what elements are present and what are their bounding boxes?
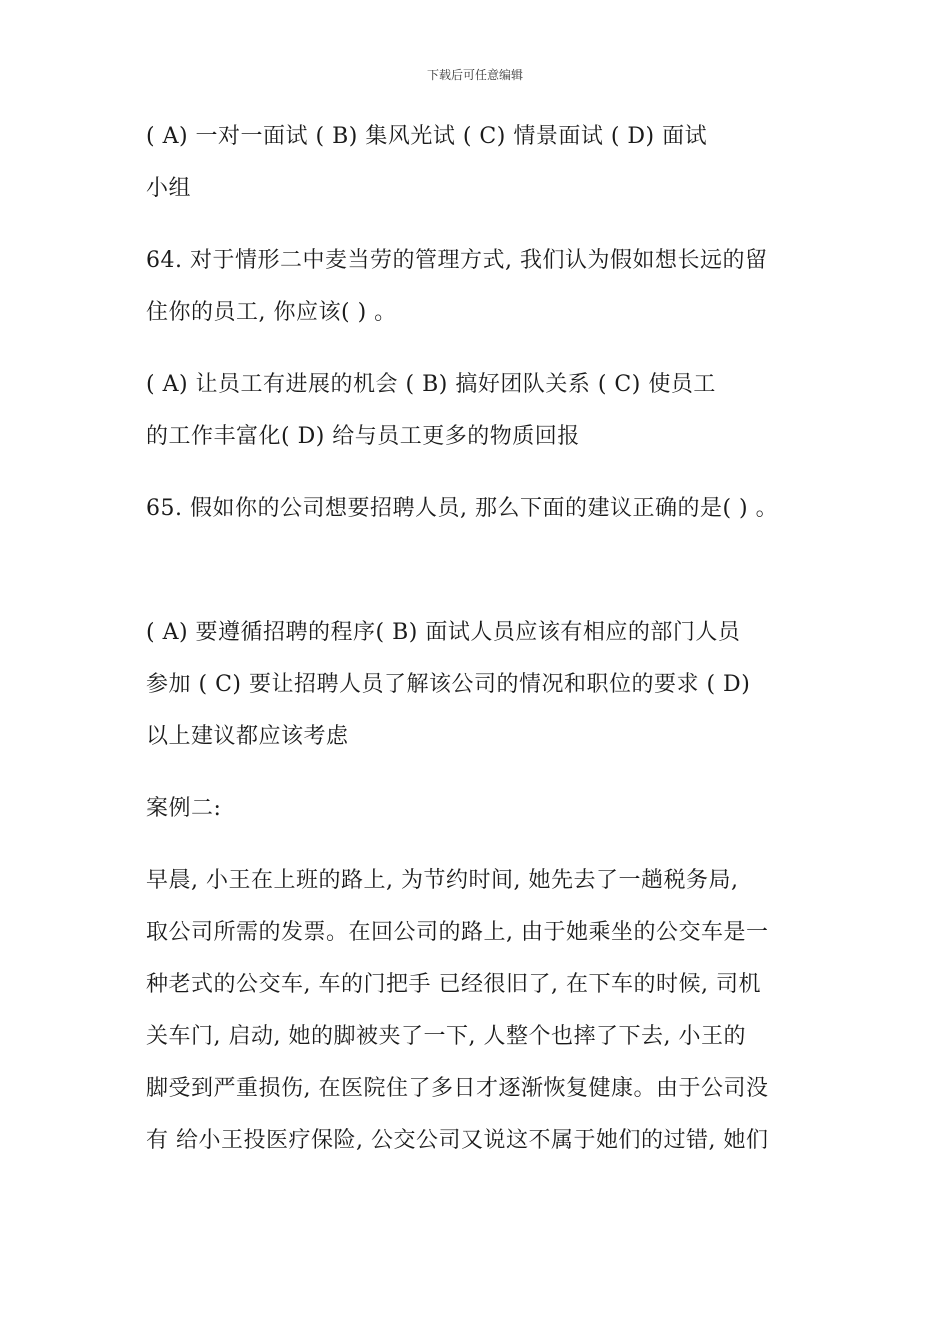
q63-options-line-2: 小组 — [146, 176, 192, 201]
case2-title: 案例二: — [146, 796, 222, 821]
q65-options-line-2: 参加 ( C) 要让招聘人员了解该公司的情况和职位的要求 ( D) — [146, 672, 751, 697]
case2-paragraph-line-2: 取公司所需的发票。在回公司的路上, 由于她乘坐的公交车是一 — [146, 920, 769, 945]
q65-question-line-1: 65. 假如你的公司想要招聘人员, 那么下面的建议正确的是( ) 。 — [146, 496, 779, 521]
page-header: 下载后可任意编辑 — [426, 68, 523, 82]
q65-options-line-1: ( A) 要遵循招聘的程序( B) 面试人员应该有相应的部门人员 — [146, 620, 741, 645]
case2-paragraph-line-3: 种老式的公交车, 车的门把手 已经很旧了, 在下车的时候, 司机 — [146, 972, 761, 997]
q63-options-line-1: ( A) 一对一面试 ( B) 集风光试 ( C) 情景面试 ( D) 面试 — [146, 124, 708, 149]
case2-paragraph-line-1: 早晨, 小王在上班的路上, 为节约时间, 她先去了一趟税务局, — [146, 868, 739, 893]
case2-paragraph-line-5: 脚受到严重损伤, 在医院住了多日才逐渐恢复健康。由于公司没 — [146, 1076, 769, 1101]
q64-question-line-2: 住你的员工, 你应该( ) 。 — [146, 300, 397, 325]
q65-options-line-3: 以上建议都应该考虑 — [146, 724, 349, 749]
q64-options-line-2: 的工作丰富化( D) 给与员工更多的物质回报 — [146, 424, 580, 449]
q64-question-line-1: 64. 对于情形二中麦当劳的管理方式, 我们认为假如想长远的留 — [146, 248, 768, 273]
case2-paragraph-line-4: 关车门, 启动, 她的脚被夹了一下, 人整个也摔了下去, 小王的 — [146, 1024, 746, 1049]
q64-options-line-1: ( A) 让员工有进展的机会 ( B) 搞好团队关系 ( C) 使员工 — [146, 372, 716, 397]
case2-paragraph-line-6: 有 给小王投医疗保险, 公交公司又说这不属于她们的过错, 她们 — [146, 1128, 769, 1153]
